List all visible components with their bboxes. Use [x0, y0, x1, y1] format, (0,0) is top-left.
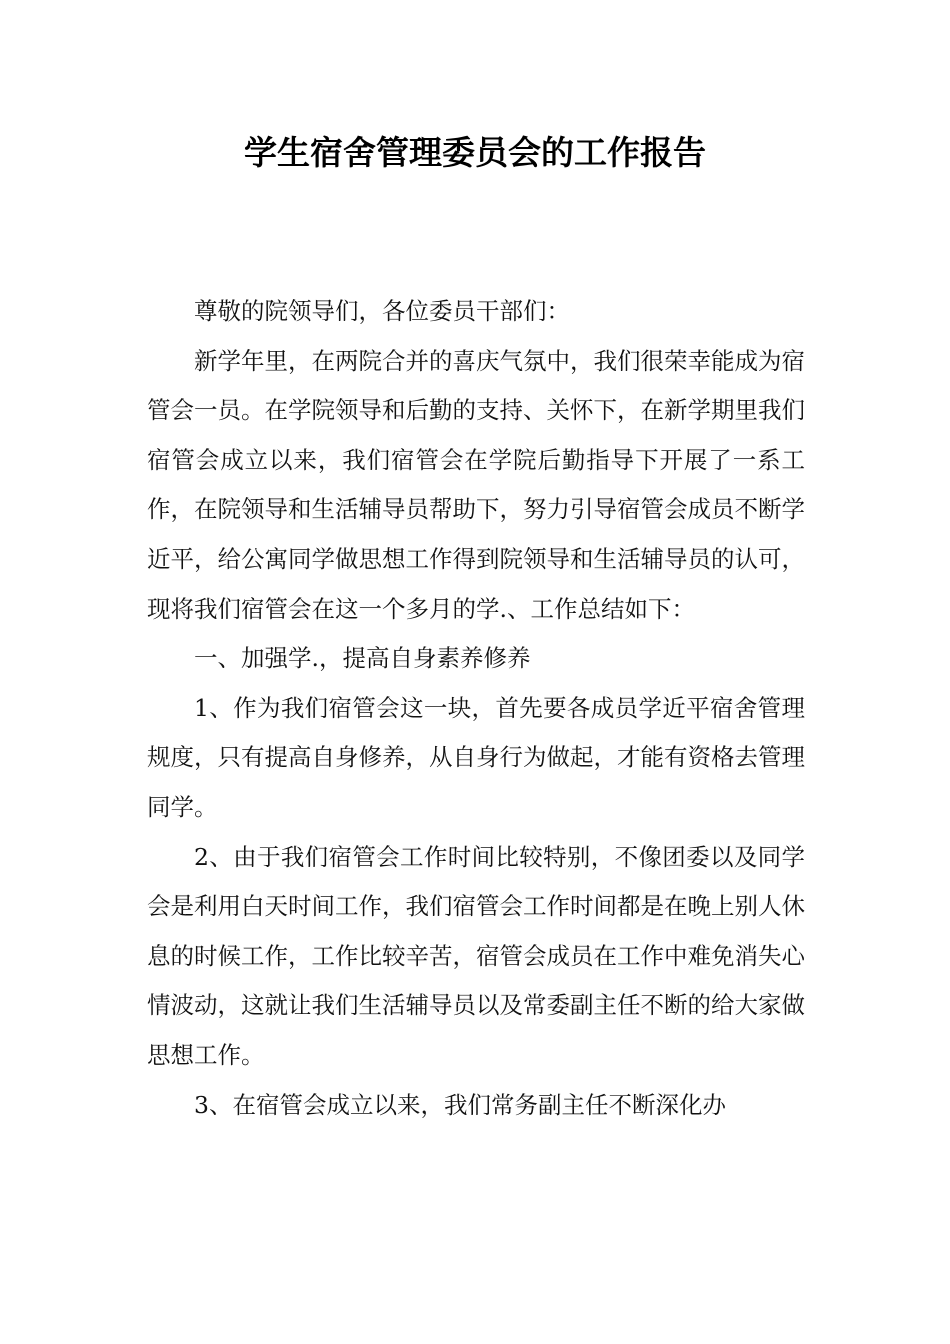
paragraph-item-3: 3、在宿管会成立以来，我们常务副主任不断深化办 — [194, 1090, 726, 1119]
section-heading-1: 一、加强学.，提高自身素养修养 — [194, 644, 531, 673]
paragraph-item-1: 1、作为我们宿管会这一块，首先要各成员学近平宿舍管理规度，只有提高自身修养，从自身行为做起，才能有资格去管理同学。 — [147, 693, 805, 821]
paragraph-salutation: 尊敬的院领导们，各位委员干部们： — [194, 297, 570, 325]
paragraph-item-2: 2、由于我们宿管会工作时间比较特别，不像团委以及同学会是利用白天时间工作，我们宿管会工作时间都是在晚上别人休息的时候工作，工作比较辛苦，宿管会成员在工作中难免消失心情波动，这就让我们生活辅导员以及常委副主任不断的给大家做思想工作。 — [147, 842, 805, 1069]
document-title: 学生宿舍管理委员会的工作报告 — [244, 133, 706, 172]
document-body — [147, 287, 805, 1130]
paragraph-intro: 新学年里，在两院合并的喜庆气氛中，我们很荣幸能成为宿管会一员。在学院领导和后勤的支持、关怀下，在新学期里我们宿管会成立以来，我们宿管会在学院后勤指导下开展了一系工作，在院领导和生活辅导员帮助下，努力引导宿管会成员不断学近平，给公寓同学做思想工作得到院领导和生活辅导员的认可，现将我们宿管会在这一个多月的学.、工作总结如下： — [147, 346, 805, 623]
